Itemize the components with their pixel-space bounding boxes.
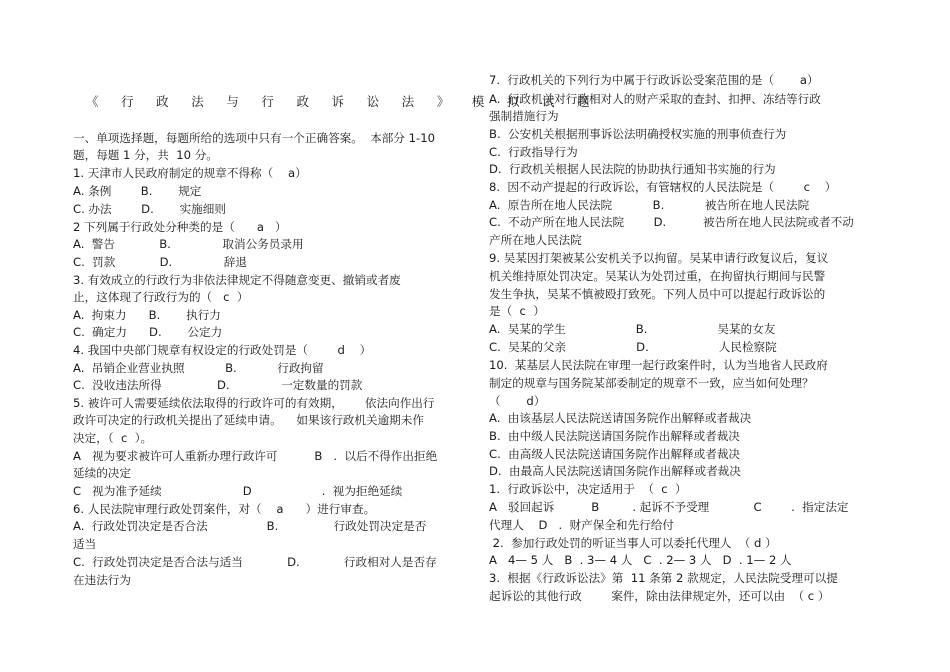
question-line: B. 公安机关根据刑事诉讼法明确授权实施的刑事侦查行为 xyxy=(489,127,787,141)
question-line: 在违法行为 xyxy=(73,573,131,587)
question-line: A. 行政处罚决定是否合法 B. 行政处罚决定是否 xyxy=(73,519,427,533)
question-line: 题，每题 1 分，共 10 分。 xyxy=(73,148,218,162)
question-line: C. 行政指导行为 xyxy=(489,145,578,159)
question-line: 产所在地人民法院 xyxy=(489,233,582,247)
question-line: 10. 某基层人民法院在审理一起行政案件时，认为当地省人民政府 xyxy=(489,358,828,372)
question-line: C. 吴某的父亲 D. 人民检察院 xyxy=(489,340,777,354)
question-line: B. 由中级人民法院送请国务院作出解释或者裁决 xyxy=(489,429,740,443)
question-line: 1. 行政诉讼中，决定适用于 （ c ） xyxy=(489,482,687,496)
question-line: 适当 xyxy=(73,537,97,551)
question-line: A. 条例 B. 规定 xyxy=(73,184,202,198)
question-line: 决定，（ c ）。 xyxy=(73,431,153,445)
question-line: A. 行政机关对行政相对人的财产采取的查封、扣押、冻结等行政 xyxy=(489,92,821,106)
question-line: 机关维持原处罚决定。吴某认为处罚过重，在拘留执行期间与民警 xyxy=(489,269,826,283)
question-line: A. 吴某的学生 B. 吴某的女友 xyxy=(489,322,776,336)
question-line: C. 确定力 D. 公定力 xyxy=(73,325,223,339)
question-line: C. 办法 D. 实施细则 xyxy=(73,202,226,216)
question-line: 止，这体现了行政行为的（ c ） xyxy=(73,290,249,304)
question-line: 发生争执，吴某不慎被殴打致死。下列人员中可以提起行政诉讼的 xyxy=(489,287,826,301)
question-line: A. 吊销企业营业执照 B. 行政拘留 xyxy=(73,361,324,375)
question-line: 起诉讼的其他行政 案件，除由法律规定外，还可以由 （ c ） xyxy=(489,589,830,603)
question-line: 3. 根据《行政诉讼法》第 11 条第 2 款规定，人民法院受理可以提 xyxy=(489,571,838,585)
question-line: 强制措施行为 xyxy=(489,109,559,123)
question-line: A. 拘束力 B. 执行力 xyxy=(73,308,221,322)
question-line: 2 下列属于行政处分种类的是（ a ） xyxy=(73,220,287,234)
question-line: A. 原告所在地人民法院 B. 被告所在地人民法院 xyxy=(489,198,810,212)
question-line: C 视为准予延续 D . 视为拒绝延续 xyxy=(73,484,403,498)
question-line: C. 罚款 D. 辞退 xyxy=(73,255,247,269)
question-line: 4. 我国中央部门规章有权设定的行政处罚是（ d ） xyxy=(73,343,372,357)
question-line: 9. 吴某因打架被某公安机关予以拘留。吴某申请行政复议后，复议 xyxy=(489,251,829,265)
question-line: 是（ c ） xyxy=(489,304,545,318)
question-line: D. 由最高人民法院送请国务院作出解释或者裁决 xyxy=(489,464,741,478)
question-line: A 驳回起诉 B . 起诉不予受理 C . 指定法定 xyxy=(489,500,849,514)
question-line: C. 不动产所在地人民法院 D. 被告所在地人民法院或者不动 xyxy=(489,215,854,229)
question-line: C. 没收违法所得 D. 一定数量的罚款 xyxy=(73,378,363,392)
question-line: 一、单项选择题，每题所给的选项中只有一个正确答案。 本部分 1-10 xyxy=(73,131,435,145)
question-line: A. 警告 B. 取消公务员录用 xyxy=(73,237,304,251)
question-line: 制定的规章与国务院某部委制定的规章不一致，应当如何处理？ xyxy=(489,376,814,390)
exam-title: 《 行 政 法 与 行 政 诉 讼 法 》 模 拟 试 题 xyxy=(86,94,599,109)
question-line: C. 由高级人民法院送请国务院作出解释或者裁决 xyxy=(489,447,741,461)
question-line: 7. 行政机关的下列行为中属于行政诉讼受案范围的是（ a） xyxy=(489,73,819,87)
question-line: 1. 天津市人民政府制定的规章不得称（ a） xyxy=(73,166,307,180)
question-line: 3. 有效成立的行政行为非依法律规定不得随意变更、撤销或者废 xyxy=(73,273,401,287)
question-line: 政许可决定的行政机关提出了延续申请。 如果该行政机关逾期未作 xyxy=(73,413,424,427)
question-line: 2. 参加行政处罚的听证当事人可以委托代理人 （ d ） xyxy=(489,536,777,550)
question-line: （ d） xyxy=(489,394,546,408)
question-line: 8. 因不动产提起的行政诉讼，有管辖权的人民法院是（ c ） xyxy=(489,180,837,194)
question-line: A 4— 5 人 B . 3— 4 人 C . 2— 3 人 D . 1— 2 人 xyxy=(489,553,792,567)
question-line: A 视为要求被许可人重新办理行政许可 B . 以后不得作出拒绝 xyxy=(73,449,438,463)
question-line: A. 由该基层人民法院送请国务院作出解释或者裁决 xyxy=(489,411,752,425)
question-line: 6. 人民法院审理行政处罚案件，对（ a ）进行审查。 xyxy=(73,502,376,516)
question-line: 代理人 D . 财产保全和先行给付 xyxy=(489,518,674,532)
question-line: 5. 被许可人需要延续依法取得的行政许可的有效期， 依法向作出行 xyxy=(73,396,435,410)
question-line: 延续的决定 xyxy=(73,466,131,480)
question-line: D. 行政机关根据人民法院的协助执行通知书实施的行为 xyxy=(489,162,776,176)
question-line: C. 行政处罚决定是否合法与适当 D. 行政相对人是否存 xyxy=(73,555,437,569)
